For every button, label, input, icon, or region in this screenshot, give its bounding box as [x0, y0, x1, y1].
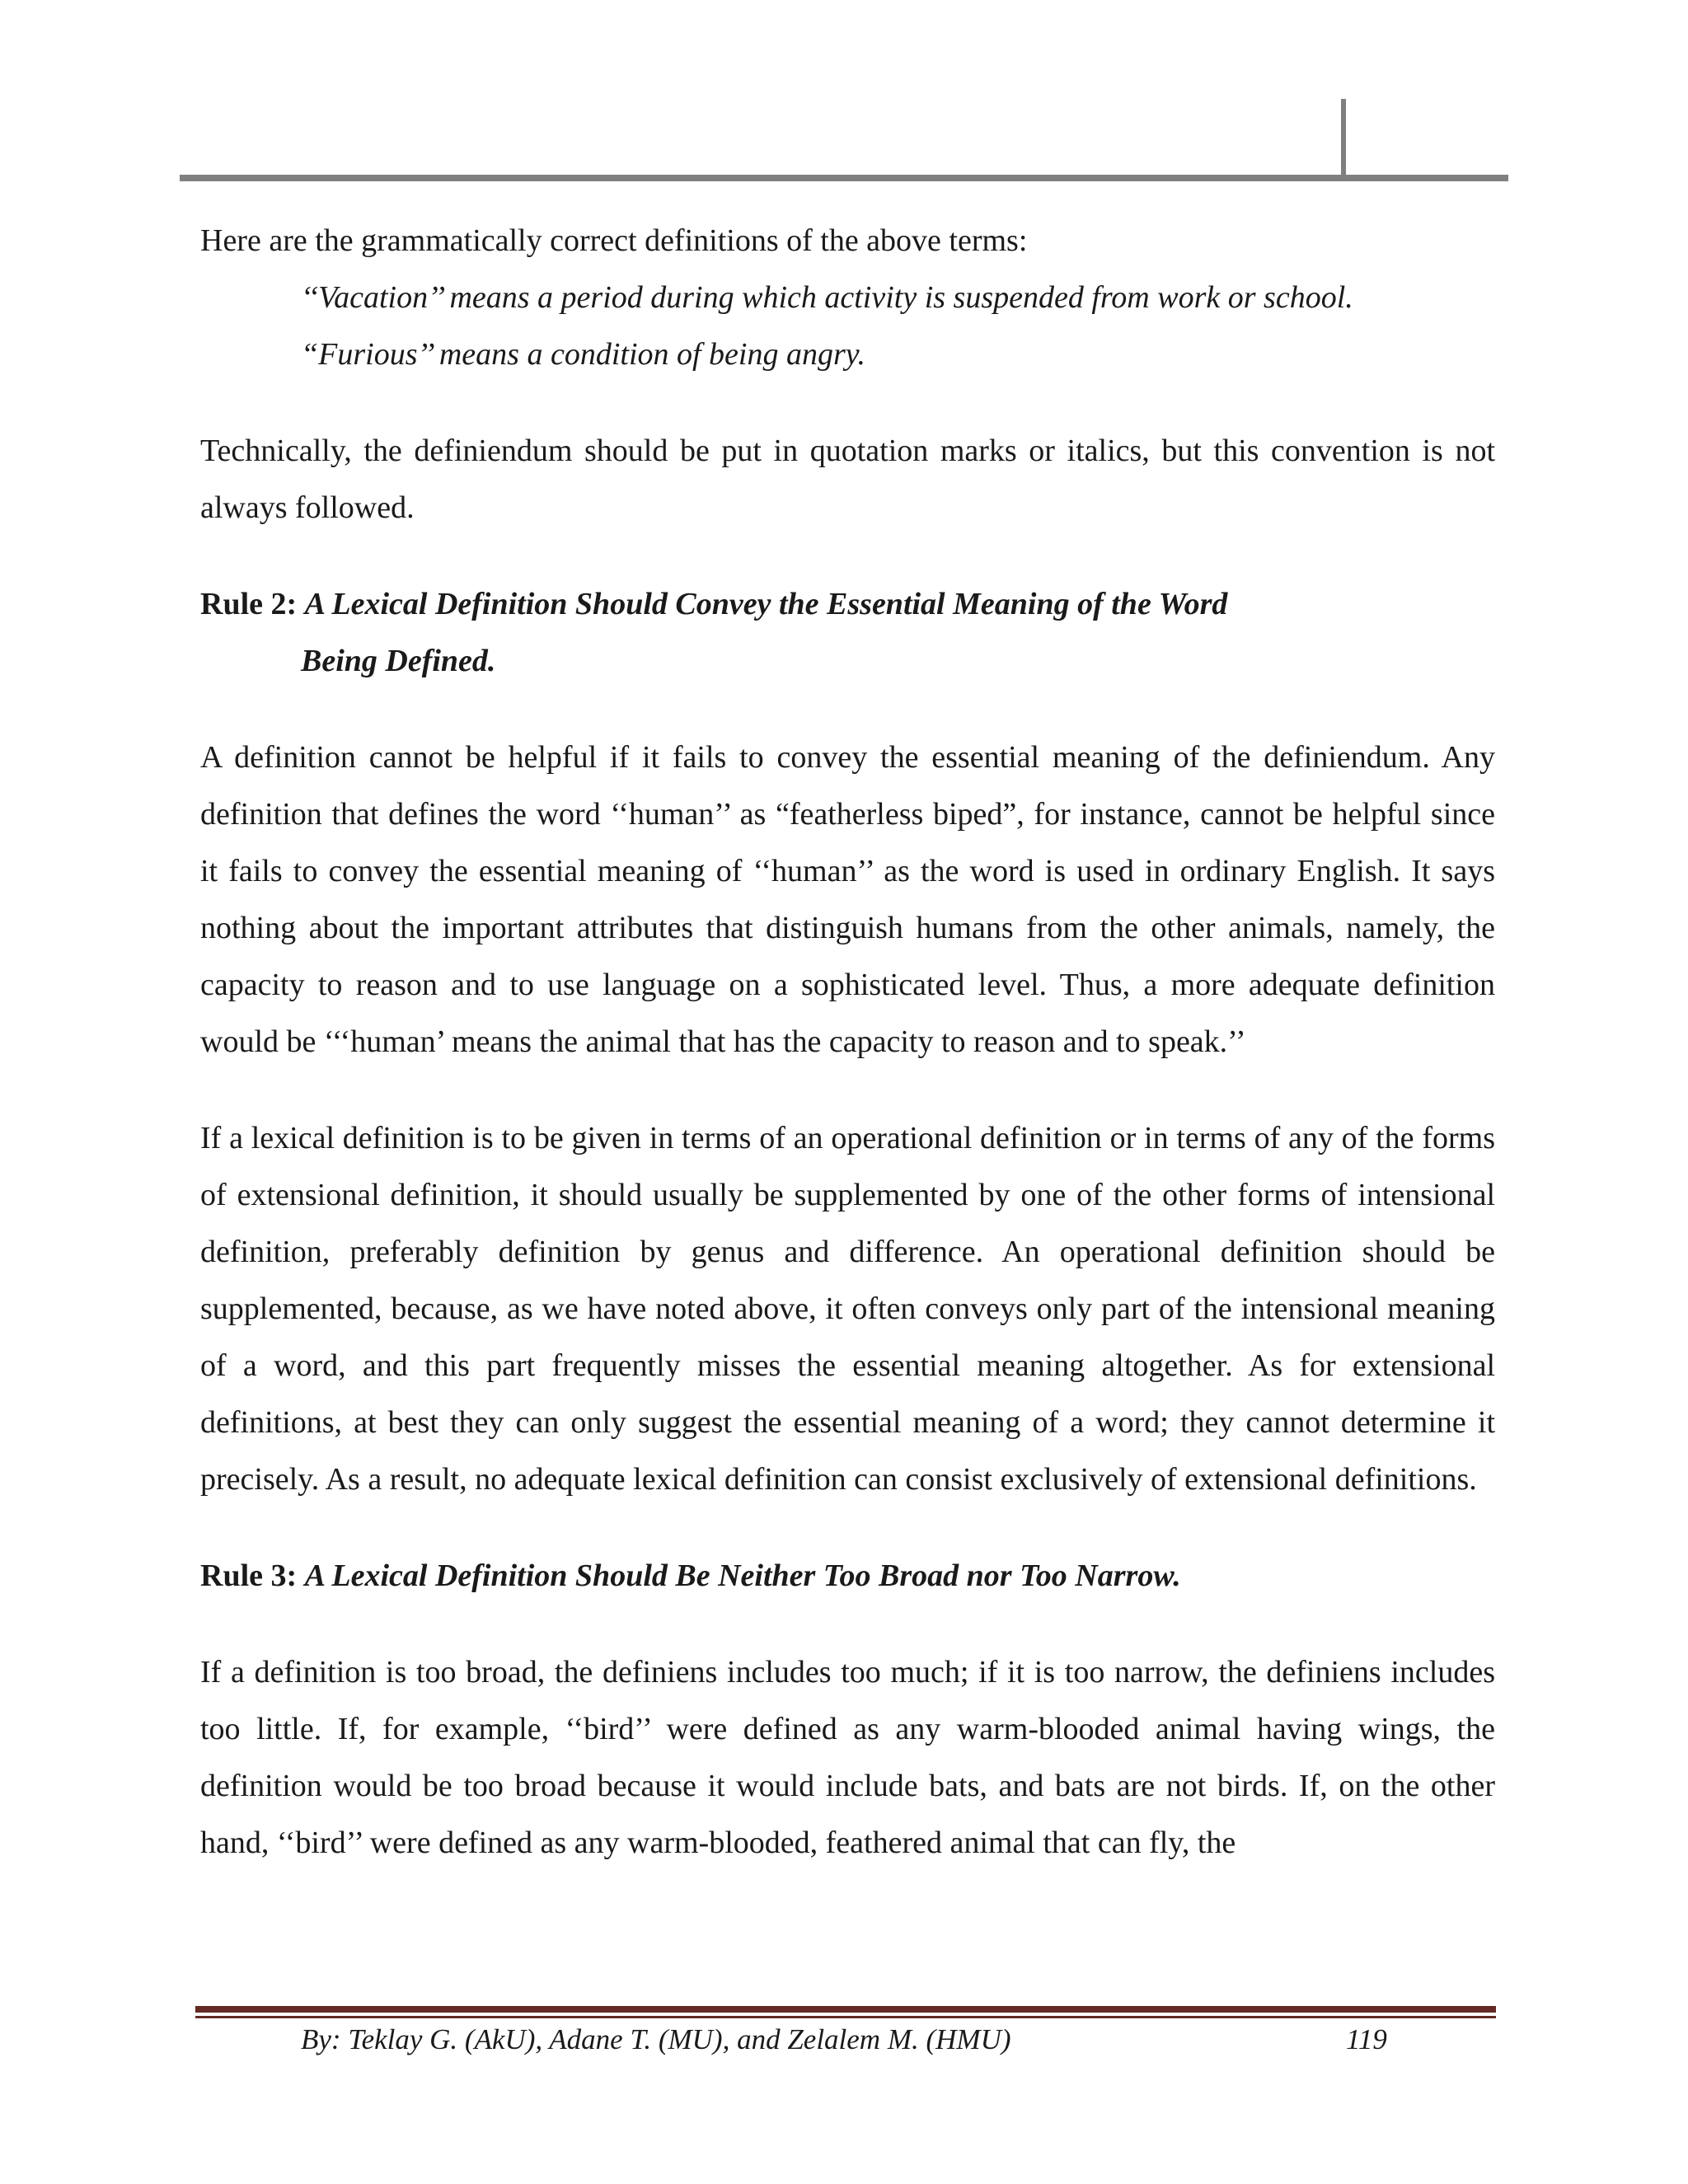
rule-2-prefix: Rule 2:: [200, 587, 298, 621]
header-horizontal-rule: [180, 175, 1508, 181]
furious-definition: “Furious’’ means a condition of being angry.: [301, 337, 866, 372]
header-vertical-rule: [1341, 99, 1346, 180]
rule-2-paragraph-essential-meaning: A definition cannot be helpful if it fails to convey the essential meaning of the definiendum. Any definition that defines the word ‘‘human’’ as “featherless biped”, for instance, cannot be helpful since it fails to convey the essential meaning of ‘‘human’’ as the word is used in ordinary English. It says nothing about the important attributes that distinguish humans from the other animals, namely, the capacity to reason and to use language on a sophisticated level. Thus, a more adequate definition would be ‘‘‘human’ means the animal that has the capacity to reason and to speak.’’: [200, 740, 1495, 1059]
technical-convention-paragraph: Technically, the definiendum should be put in quotation marks or italics, but this convention is not always followed.: [200, 434, 1495, 525]
footer-thin-rule: [195, 2016, 1496, 2018]
rule-2-paragraph-extensional-definitions: If a lexical definition is to be given in terms of an operational definition or in terms of any of the forms of extensional definition, it should usually be supplemented by one of the other forms of intensional definition, preferably definition by genus and difference. An operational definition should be supplemented, because, as we have noted above, it often conveys only part of the intensional meaning of a word, and this part frequently misses the essential meaning altogether. As for extensional definitions, at best they can only suggest the essential meaning of a word; they cannot determine it precisely. As a result, no adequate lexical definition can consist exclusively of extensional definitions.: [200, 1121, 1495, 1497]
rule-2-heading: [200, 576, 1495, 690]
rule-3-prefix: Rule 3:: [200, 1558, 298, 1593]
intro-sentence: Here are the grammatically correct definitions of the above terms:: [200, 223, 1028, 258]
page-content: [200, 213, 1495, 1872]
rule-3-paragraph: If a definition is too broad, the definiens includes too much; if it is too narrow, the definiens includes too little. If, for example, ‘‘bird’’ were defined as any warm-blooded animal having wings, the definition would be too broad because it would include bats, and bats are not birds. If, on the other hand, ‘‘bird’’ were defined as any warm-blooded, feathered animal that can fly, the: [200, 1655, 1495, 1860]
rule-3-title: A Lexical Definition Should Be Neither Too Broad nor Too Narrow.: [304, 1558, 1181, 1593]
footer-authors: By: Teklay G. (AkU), Adane T. (MU), and Zelalem M. (HMU): [301, 2023, 1011, 2055]
rule-3-heading: [200, 1548, 1495, 1605]
rule-2-title-line-1: A Lexical Definition Should Convey the Essential Meaning of the Word: [304, 587, 1228, 621]
footer-thick-rule: [195, 2006, 1496, 2013]
vacation-definition: ‘‘Vacation’’ means a period during which activity is suspended from work or school.: [301, 280, 1353, 315]
page-number: 119: [1346, 2023, 1387, 2055]
rule-2-title-line-2: Being Defined.: [301, 644, 496, 678]
